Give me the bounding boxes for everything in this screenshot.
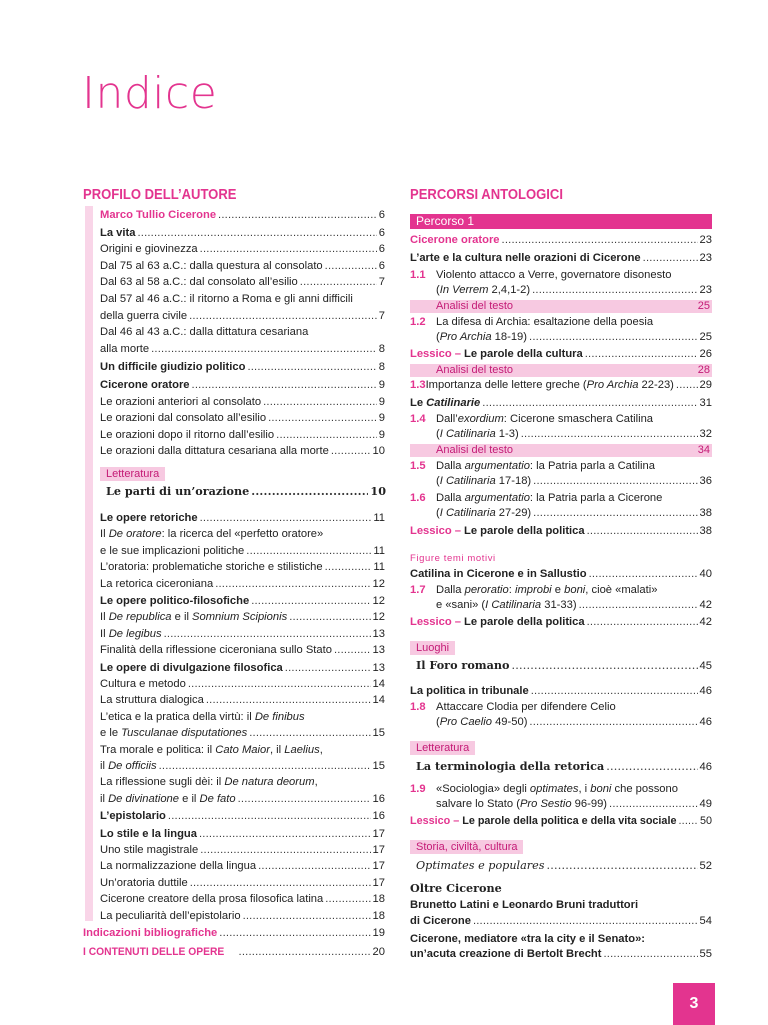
page-number-badge: 3 (673, 983, 715, 1025)
toc-entry-1-6-ref[interactable]: (I Catilinaria 27-29) ..... 38 (436, 506, 712, 521)
analisi-band-2[interactable]: Analisi del testo 28 (410, 364, 712, 377)
toc-entry-optimates-populares[interactable]: Optimates e populares ..... 52 (416, 858, 712, 873)
analisi-band-3[interactable]: Analisi del testo 34 (410, 444, 712, 457)
toc-entry-politica-tribunale[interactable]: La politica in tribunale ..... 46 (410, 684, 712, 699)
toc-entry[interactable]: il De officiis ..... 15 (100, 759, 385, 774)
toc-entry-1-7-ref[interactable]: e «sani» (I Catilinaria 31-33) ..... 42 (436, 598, 712, 613)
toc-entry[interactable]: Le orazioni dal consolato all’esilio ..... 9 (100, 411, 385, 426)
toc-entry[interactable]: La riflessione sugli dèi: il De natura deorum, (100, 776, 318, 789)
section-heading-profilo: PROFILO DELL’AUTORE (83, 187, 237, 203)
toc-entry-lessico-politica-2[interactable]: Lessico – Le parole della politica ..... 42 (410, 615, 712, 630)
toc-entry[interactable]: Il De oratore: la ricerca del «perfetto oratore» (100, 528, 324, 541)
toc-entry-terminologia-retorica[interactable]: La terminologia della retorica ..... 46 (416, 759, 712, 774)
toc-entry-catilina-sallustio[interactable]: Catilina in Cicerone e in Sallustio ..... 40 (410, 567, 712, 582)
toc-entry[interactable]: Cicerone oratore ..... 9 (100, 378, 385, 393)
toc-entry[interactable]: Tra morale e politica: il Cato Maior, il Laelius, (100, 743, 323, 756)
toc-entry[interactable]: Dal 46 al 43 a.C.: dalla dittatura cesariana (100, 326, 309, 339)
toc-entry[interactable]: L’oratoria: problematiche storiche e stilistiche ..... 11 (100, 560, 385, 575)
toc-entry-1-2[interactable]: 1.2 La difesa di Archia: esaltazione della poesia (410, 316, 654, 328)
toc-entry[interactable]: Le opere retoriche ..... 11 (100, 511, 385, 526)
figure-temi-motivi-label: Figure temi motivi (410, 553, 496, 564)
toc-entry-1-9[interactable]: 1.9 «Sociologia» degli optimates, i boni che possono (410, 783, 678, 795)
toc-entry-parti-orazione[interactable]: Le parti di un’orazione ..... 10 (106, 484, 386, 499)
toc-entry-latini-bruni[interactable]: Brunetto Latini e Leonardo Bruni traduttori (410, 899, 639, 911)
toc-entry[interactable]: Marco Tullio Cicerone ..... 6 (100, 208, 385, 223)
toc-entry-lessico-cultura[interactable]: Lessico – Le parole della cultura ..... 26 (410, 347, 712, 362)
toc-entry-contenuti-opere[interactable]: I CONTENUTI DELLE OPERE ..... 20 (83, 945, 385, 960)
toc-entry-brecht[interactable]: Cicerone, mediatore «tra la city e il Senato»: (410, 933, 646, 945)
toc-entry[interactable]: Il De republica e il Somnium Scipionis ..... 12 (100, 610, 385, 625)
toc-entry[interactable]: Le opere politico-filosofiche ..... 12 (100, 594, 385, 609)
toc-entry[interactable]: Uno stile magistrale ..... 17 (100, 843, 385, 858)
toc-entry-bibliografia[interactable]: Indicazioni bibliografiche ..... 19 (83, 926, 385, 941)
toc-entry[interactable]: La vita ..... 6 (100, 226, 385, 241)
toc-entry[interactable]: Finalità della riflessione ciceroniana sullo Stato ..... 13 (100, 643, 385, 658)
oltre-cicerone-heading: Oltre Cicerone (410, 881, 502, 895)
letteratura-tag: Letteratura (100, 467, 165, 481)
toc-entry[interactable]: il De divinatione e il De fato ..... 16 (100, 792, 385, 807)
toc-entry[interactable]: e le sue implicazioni politiche ..... 11 (100, 544, 385, 559)
toc-entry-cicerone-oratore[interactable]: Cicerone oratore ..... 23 (410, 233, 712, 248)
toc-entry[interactable]: Lo stile e la lingua ..... 17 (100, 827, 385, 842)
toc-entry-1-8[interactable]: 1.8 Attaccare Clodia per difendere Celio (410, 701, 616, 713)
toc-entry-1-3[interactable]: 1.3 Importanza delle lettere greche (Pro Archia 22-23) ..... 29 (410, 378, 712, 393)
letteratura-tag-right: Letteratura (410, 741, 475, 755)
toc-entry[interactable]: Le opere di divulgazione filosofica ..... 13 (100, 661, 385, 676)
toc-entry-1-6[interactable]: 1.6 Dalla argumentatio: la Patria parla a Cicerone (410, 492, 663, 504)
toc-entry[interactable]: Dal 57 al 46 a.C.: il ritorno a Roma e gli anni difficili (100, 293, 353, 305)
toc-entry-catilinarie[interactable]: Le Catilinarie ..... 31 (410, 396, 712, 411)
toc-entry-1-1[interactable]: 1.1 Violento attacco a Verre, governatore disonesto (410, 269, 672, 281)
toc-entry[interactable]: Le orazioni anteriori al consolato ..... 9 (100, 395, 385, 410)
toc-entry[interactable]: Le orazioni dalla dittatura cesariana alla morte ..... 10 (100, 444, 385, 459)
toc-entry[interactable]: La normalizzazione della lingua ..... 17 (100, 859, 385, 874)
luoghi-tag: Luoghi (410, 641, 455, 655)
toc-entry-foro-romano[interactable]: Il Foro romano ..... 45 (416, 658, 712, 673)
toc-entry[interactable]: Cicerone creatore della prosa filosofica latina ..... 18 (100, 892, 385, 907)
toc-entry-1-5-ref[interactable]: (I Catilinaria 17-18) ..... 36 (436, 474, 712, 489)
page-title: Indice (82, 68, 218, 119)
toc-entry[interactable]: Le orazioni dopo il ritorno dall’esilio ..... 9 (100, 428, 385, 443)
toc-entry[interactable]: La struttura dialogica ..... 14 (100, 693, 385, 708)
toc-entry[interactable]: Un difficile giudizio politico ..... 8 (100, 360, 385, 375)
left-accent-bar (85, 206, 93, 921)
toc-entry[interactable]: La peculiarità dell’epistolario ..... 18 (100, 909, 385, 924)
toc-entry-1-9-ref[interactable]: salvare lo Stato (Pro Sestio 96-99) ..... 49 (436, 797, 712, 812)
toc-entry-1-7[interactable]: 1.7 Dalla peroratio: improbi e boni, cioè «malati» (410, 584, 658, 596)
section-heading-percorsi: PERCORSI ANTOLOGICI (410, 187, 563, 203)
toc-entry-1-2-ref[interactable]: (Pro Archia 18-19) ..... 25 (436, 330, 712, 345)
toc-entry[interactable]: Cultura e metodo ..... 14 (100, 677, 385, 692)
toc-entry[interactable]: Un’oratoria duttile ..... 17 (100, 876, 385, 891)
toc-entry[interactable]: Dal 63 al 58 a.C.: dal consolato all’esilio ..... 7 (100, 275, 385, 290)
toc-entry-lessico-politica-1[interactable]: Lessico – Le parole della politica ..... 38 (410, 524, 712, 539)
toc-entry[interactable]: Origini e giovinezza ..... 6 (100, 242, 385, 257)
storia-civilta-tag: Storia, civiltà, cultura (410, 840, 523, 854)
percorso-1-banner: Percorso 1 (410, 214, 712, 229)
toc-entry-lessico-politica-vita[interactable]: Lessico – Le parole della politica e della vita sociale ..... 50 (410, 814, 712, 829)
toc-entry[interactable]: e le Tusculanae disputationes ..... 15 (100, 726, 385, 741)
toc-entry[interactable]: L’etica e la pratica della virtù: il De finibus (100, 710, 305, 723)
toc-entry[interactable]: L’epistolario ..... 16 (100, 809, 385, 824)
toc-entry[interactable]: Il De legibus ..... 13 (100, 627, 385, 642)
toc-entry-brecht-cont[interactable]: un’acuta creazione di Bertolt Brecht ..... 55 (410, 947, 712, 962)
toc-entry-arte-cultura[interactable]: L’arte e la cultura nelle orazioni di Cicerone ..... 23 (410, 251, 712, 266)
toc-entry-1-8-ref[interactable]: (Pro Caelio 49-50) ..... 46 (436, 715, 712, 730)
toc-entry-1-1-ref[interactable]: (In Verrem 2,4,1-2) ..... 23 (436, 283, 712, 298)
toc-entry[interactable]: La retorica ciceroniana ..... 12 (100, 577, 385, 592)
toc-entry-latini-bruni-cont[interactable]: di Cicerone ..... 54 (410, 914, 712, 929)
analisi-band-1[interactable]: Analisi del testo 25 (410, 300, 712, 313)
toc-entry-1-4-ref[interactable]: (I Catilinaria 1-3) ..... 32 (436, 427, 712, 442)
toc-entry[interactable]: Dal 75 al 63 a.C.: dalla questura al consolato ..... 6 (100, 259, 385, 274)
toc-entry-1-5[interactable]: 1.5 Dalla argumentatio: la Patria parla a Catilina (410, 460, 655, 472)
toc-entry-1-4[interactable]: 1.4 Dall’exordium: Cicerone smaschera Catilina (410, 413, 654, 425)
toc-entry[interactable]: della guerra civile ..... 7 (100, 309, 385, 324)
toc-entry[interactable]: alla morte ..... 8 (100, 342, 385, 357)
